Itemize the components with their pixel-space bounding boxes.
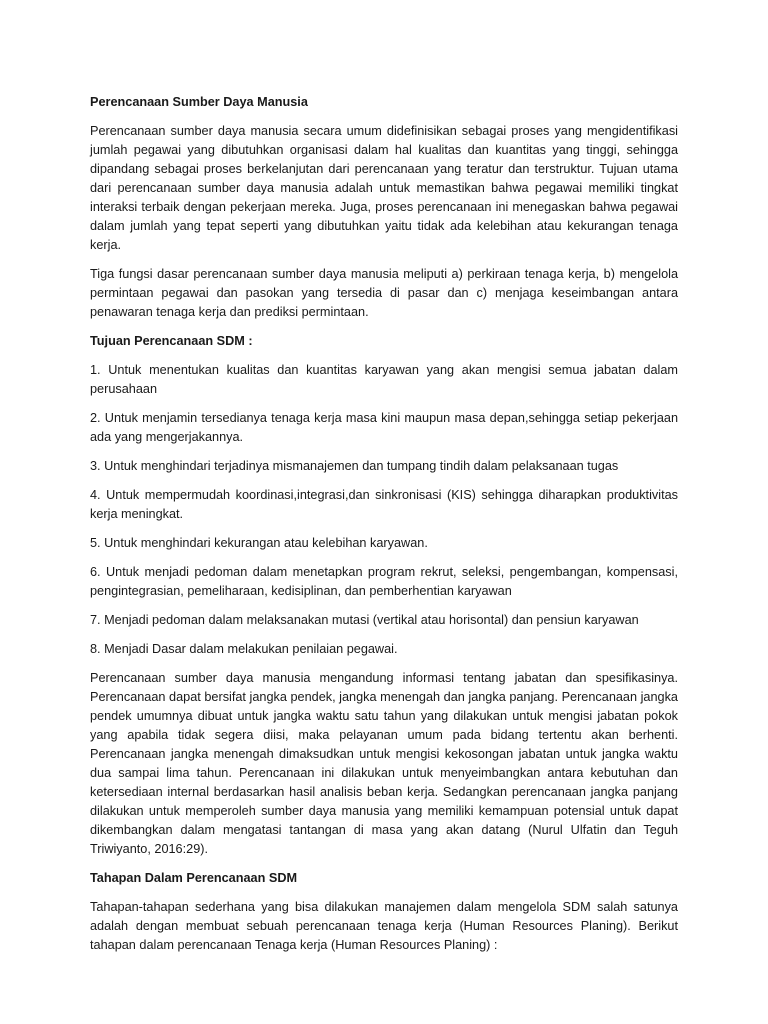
document-body xyxy=(90,93,678,955)
page-title: Perencanaan Sumber Daya Manusia xyxy=(90,95,308,109)
info-paragraph: Perencanaan sumber daya manusia mengandung informasi tentang jabatan dan spesifikasinya. Perencanaan dapat bersifat jangka pendek, jangka menengah dan jangka panjang. Perencanaan jangka pendek umumnya dibuat untuk jangka waktu satu tahun yang dilakukan untuk mengisi jabatan pokok yang apabila tidak segera diisi, maka pelayanan umum pada bidang tertentu akan berhenti. Perencanaan jangka menengah dimaksudkan untuk mengisi kekosongan jabatan untuk jangka waktu dua sampai lima tahun. Perencanaan ini dilakukan untuk menyeimbangkan antara kebutuhan dan ketersediaan internal berdasarkan hasil analisis beban kerja. Sedangkan perencanaan jangka panjang dilakukan untuk memperoleh sumber daya manusia yang memiliki kemampuan potensial untuk dapat dikembangkan dalam mengatasi tantangan di masa yang akan datang (Nurul Ulfatin dan Teguh Triwiyanto, 2016:29). xyxy=(90,671,678,856)
intro-paragraph: Tiga fungsi dasar perencanaan sumber daya manusia meliputi a) perkiraan tenaga kerja, b) mengelola permintaan pegawai dan pasokan yang tersedia di pasar dan c) menjaga keseimbangan antara penawaran tenaga kerja dan prediksi permintaan. xyxy=(90,267,678,319)
goal-item: 4. Untuk mempermudah koordinasi,integrasi,dan sinkronisasi (KIS) sehingga diharapkan produktivitas kerja meningkat. xyxy=(90,488,678,521)
intro-paragraph: Perencanaan sumber daya manusia secara umum didefinisikan sebagai proses yang mengidentifikasi jumlah pegawai yang dibutuhkan organisasi dalam hal kualitas dan kuantitas yang tinggi, sehingga dipandang sebagai proses berkelanjutan dari perencanaan yang teratur dan terstruktur. Tujuan utama dari perencanaan sumber daya manusia adalah untuk memastikan bahwa pegawai memiliki tingkat interaksi terbaik dengan pekerjaan mereka. Juga, proses perencanaan ini menegaskan bahwa pegawai dalam jumlah yang tepat seperti yang dibutuhkan yaitu tidak ada kelebihan atau kekurangan tenaga kerja. xyxy=(90,124,678,252)
stages-heading: Tahapan Dalam Perencanaan SDM xyxy=(90,871,298,885)
goal-item: 8. Menjadi Dasar dalam melakukan penilaian pegawai. xyxy=(90,642,398,656)
goal-item: 1. Untuk menentukan kualitas dan kuantitas karyawan yang akan mengisi semua jabatan dalam perusahaan xyxy=(90,363,678,396)
goal-item: 7. Menjadi pedoman dalam melaksanakan mutasi (vertikal atau horisontal) dan pensiun karyawan xyxy=(90,613,639,627)
goal-item: 3. Untuk menghindari terjadinya mismanajemen dan tumpang tindih dalam pelaksanaan tugas xyxy=(90,459,619,473)
goal-item: 2. Untuk menjamin tersedianya tenaga kerja masa kini maupun masa depan,sehingga setiap pekerjaan ada yang mengerjakannya. xyxy=(90,411,678,444)
goals-heading: Tujuan Perencanaan SDM : xyxy=(90,334,253,348)
goal-item: 6. Untuk menjadi pedoman dalam menetapkan program rekrut, seleksi, pengembangan, kompensasi, pengintegrasian, pemeliharaan, kedisiplinan, dan pemberhentian karyawan xyxy=(90,565,678,598)
goal-item: 5. Untuk menghindari kekurangan atau kelebihan karyawan. xyxy=(90,536,428,550)
stages-paragraph: Tahapan-tahapan sederhana yang bisa dilakukan manajemen dalam mengelola SDM salah satunya adalah dengan membuat sebuah perencanaan tenaga kerja (Human Resources Planing). Berikut tahapan dalam perencanaan Tenaga kerja (Human Resources Planing) : xyxy=(90,900,678,952)
